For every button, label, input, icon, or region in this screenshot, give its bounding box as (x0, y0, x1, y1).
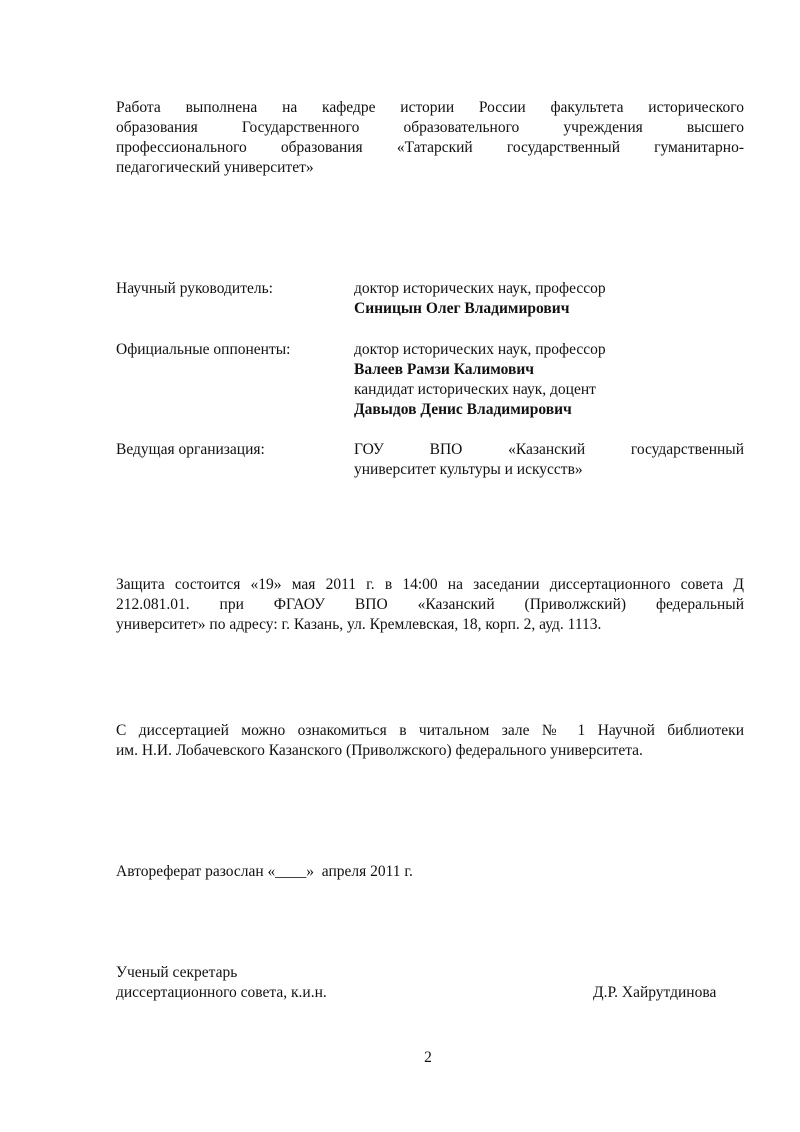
opponents-label: Официальные оппоненты: (116, 341, 291, 358)
opponent-name: Давыдов Денис Владимирович (354, 401, 572, 418)
library-line: им. Н.И. Лобачевского Казанского (Приволжского) федерального университета. (116, 742, 643, 759)
intro-paragraph (116, 98, 744, 178)
intro-line: образования Государственного образовательного учреждения высшего (116, 119, 744, 136)
secretary-council: диссертационного совета, к.и.н. (116, 984, 327, 1001)
secretary-name: Д.Р. Хайрутдинова (593, 984, 717, 1001)
leading-org-line: университет культуры и искусств» (354, 461, 583, 478)
intro-line: педагогический университет» (116, 159, 314, 176)
supervisor-name: Синицын Олег Владимирович (354, 300, 570, 317)
opponent-title: доктор исторических наук, профессор (354, 341, 606, 358)
mailed-text: Автореферат разослан «____» апреля 2011 г. (116, 863, 413, 880)
library-line: С диссертацией можно ознакомиться в читальном зале № 1 Научной библиотеки (116, 722, 744, 739)
defense-line: университет» по адресу: г. Казань, ул. Кремлевская, 18, корп. 2, ауд. 1113. (116, 616, 602, 633)
page-number: 2 (424, 1049, 432, 1066)
library-paragraph (116, 721, 744, 761)
leading-org-details (354, 440, 744, 480)
supervisor-title: доктор исторических наук, профессор (354, 280, 606, 297)
defense-line: 212.081.01. при ФГАОУ ВПО «Казанский (Приволжский) федеральный (116, 596, 744, 613)
leading-org-label: Ведущая организация: (116, 441, 265, 458)
supervisor-label: Научный руководитель: (116, 280, 273, 297)
defense-paragraph (116, 575, 744, 635)
supervisor-details (354, 279, 744, 319)
opponent-title: кандидат исторических наук, доцент (354, 381, 596, 398)
leading-org-line: ГОУ ВПО «Казанский государственный (354, 441, 744, 458)
intro-line: профессионального образования «Татарский государственный гуманитарно- (116, 139, 744, 156)
secretary-signature (116, 963, 744, 1003)
opponent-name: Валеев Рамзи Калимович (354, 361, 535, 378)
opponents-details (354, 340, 744, 420)
mailed-line (116, 862, 744, 882)
defense-line: Защита состоится «19» мая 2011 г. в 14:00 на заседании диссертационного совета Д (116, 576, 744, 593)
intro-line: Работа выполнена на кафедре истории России факультета исторического (116, 99, 744, 116)
secretary-title: Ученый секретарь (116, 964, 238, 981)
